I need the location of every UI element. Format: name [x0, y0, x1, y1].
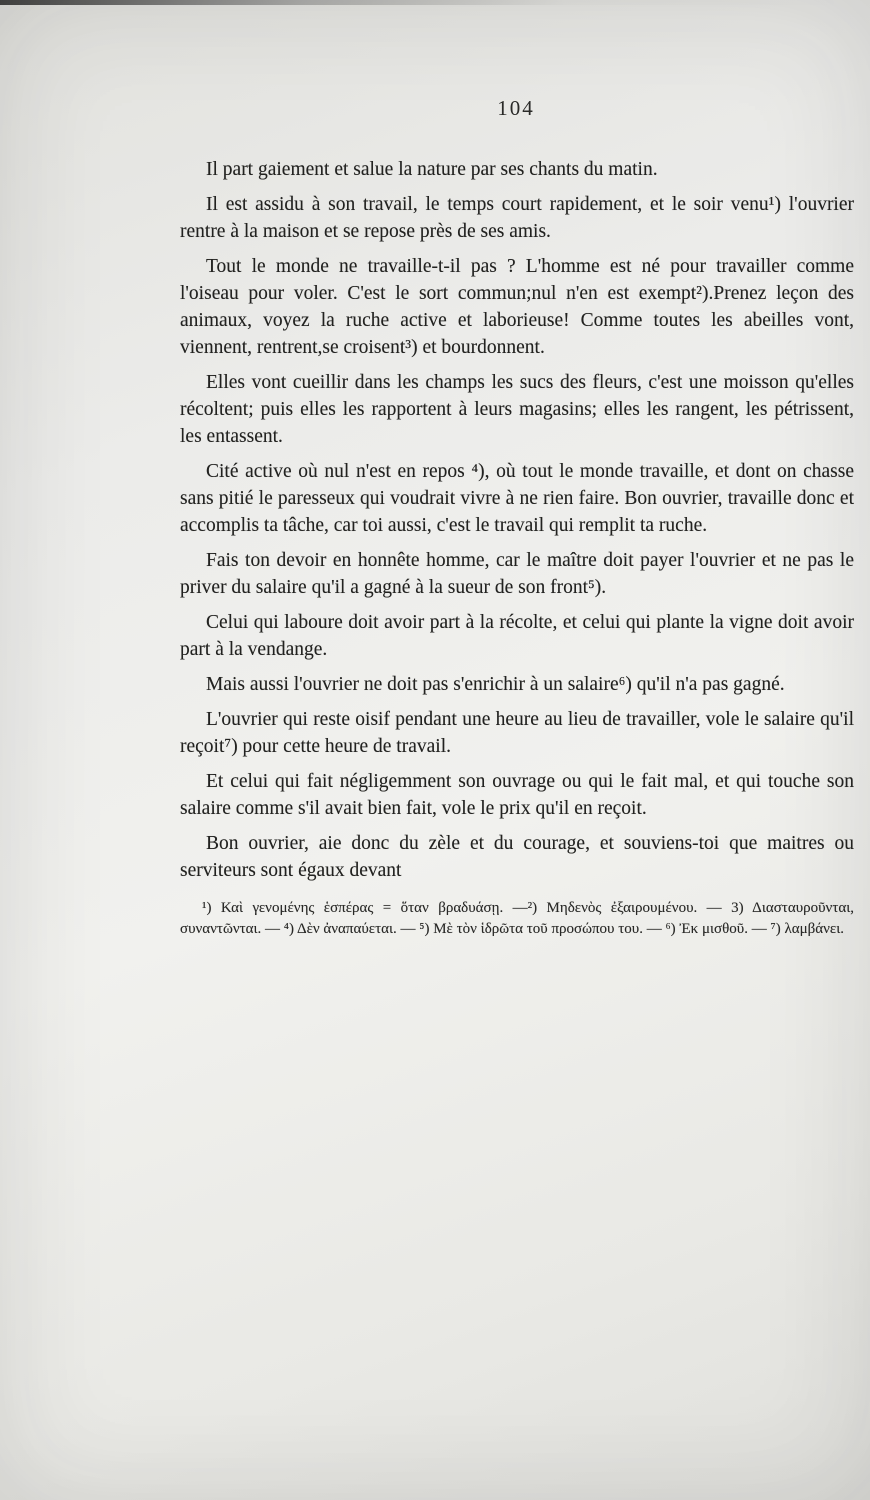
- paragraph: Mais aussi l'ouvrier ne doit pas s'enrichir à un salaire⁶) qu'il n'a pas gagné.: [206, 674, 785, 695]
- paragraph: Et celui qui fait négligemment son ouvrage ou qui le fait mal, et qui touche son salaire comme s'il avait bien fait, vole le prix qu'il en reçoit.: [180, 771, 854, 819]
- paragraph: Il est assidu à son travail, le temps court rapidement, et le soir venu¹) l'ouvrier rentre à la maison et se repose près de ses amis.: [180, 194, 854, 242]
- paragraph: L'ouvrier qui reste oisif pendant une heure au lieu de travailler, vole le salaire qu'il reçoit⁷) pour cette heure de travail.: [180, 709, 854, 757]
- paragraph: Tout le monde ne travaille-t-il pas ? L'homme est né pour travailler comme l'oiseau pour voler. C'est le sort commun;nul n'en est exempt²).Prenez leçon des animaux, voyez la ruche active et laborieuse! Comme toutes les abeilles vont, viennent, rentrent,se croisent³) et bourdonnent.: [180, 256, 854, 358]
- paragraph: Elles vont cueillir dans les champs les sucs des fleurs, c'est une moisson qu'elles récoltent; puis elles les rapportent à leurs magasins; elles les rangent, les pétrissent, les entassent.: [180, 372, 854, 447]
- page-number: 104: [497, 96, 535, 120]
- paragraph: Celui qui laboure doit avoir part à la récolte, et celui qui plante la vigne doit avoir part à la vendange.: [180, 612, 854, 660]
- paragraph: Il part gaiement et salue la nature par ses chants du matin.: [206, 159, 658, 180]
- paragraph: Bon ouvrier, aie donc du zèle et du courage, et souviens-toi que maitres ou serviteurs sont égaux devant: [180, 833, 854, 881]
- paragraph: Cité active où nul n'est en repos ⁴), où tout le monde travaille, et dont on chasse sans pitié le paresseux qui voudrait vivre à ne rien faire. Bon ouvrier, travaille donc et accomplis ta tâche, car toi aussi, c'est le travail qui remplit ta ruche.: [180, 461, 854, 536]
- scan-edge-artifact: [0, 0, 870, 5]
- paragraph: Fais ton devoir en honnête homme, car le maître doit payer l'ouvrier et ne pas le priver du salaire qu'il a gagné à la sueur de son front⁵).: [180, 550, 854, 598]
- footnotes-block: ¹) Καὶ γενομένης ἑσπέρας = ὅταν βραδυάσῃ. —²) Μηδενὸς ἐξαιρουμένου. — 3) Διασταυροῦνται, συναντῶνται. — ⁴) Δὲν ἀναπαύεται. — ⁵) Μὲ τὸν ἱδρῶτα τοῦ προσώπου του. — ⁶) Ἐκ μισθοῦ. — ⁷) λαμβάνει.: [180, 900, 854, 937]
- page-text-block: [180, 156, 854, 939]
